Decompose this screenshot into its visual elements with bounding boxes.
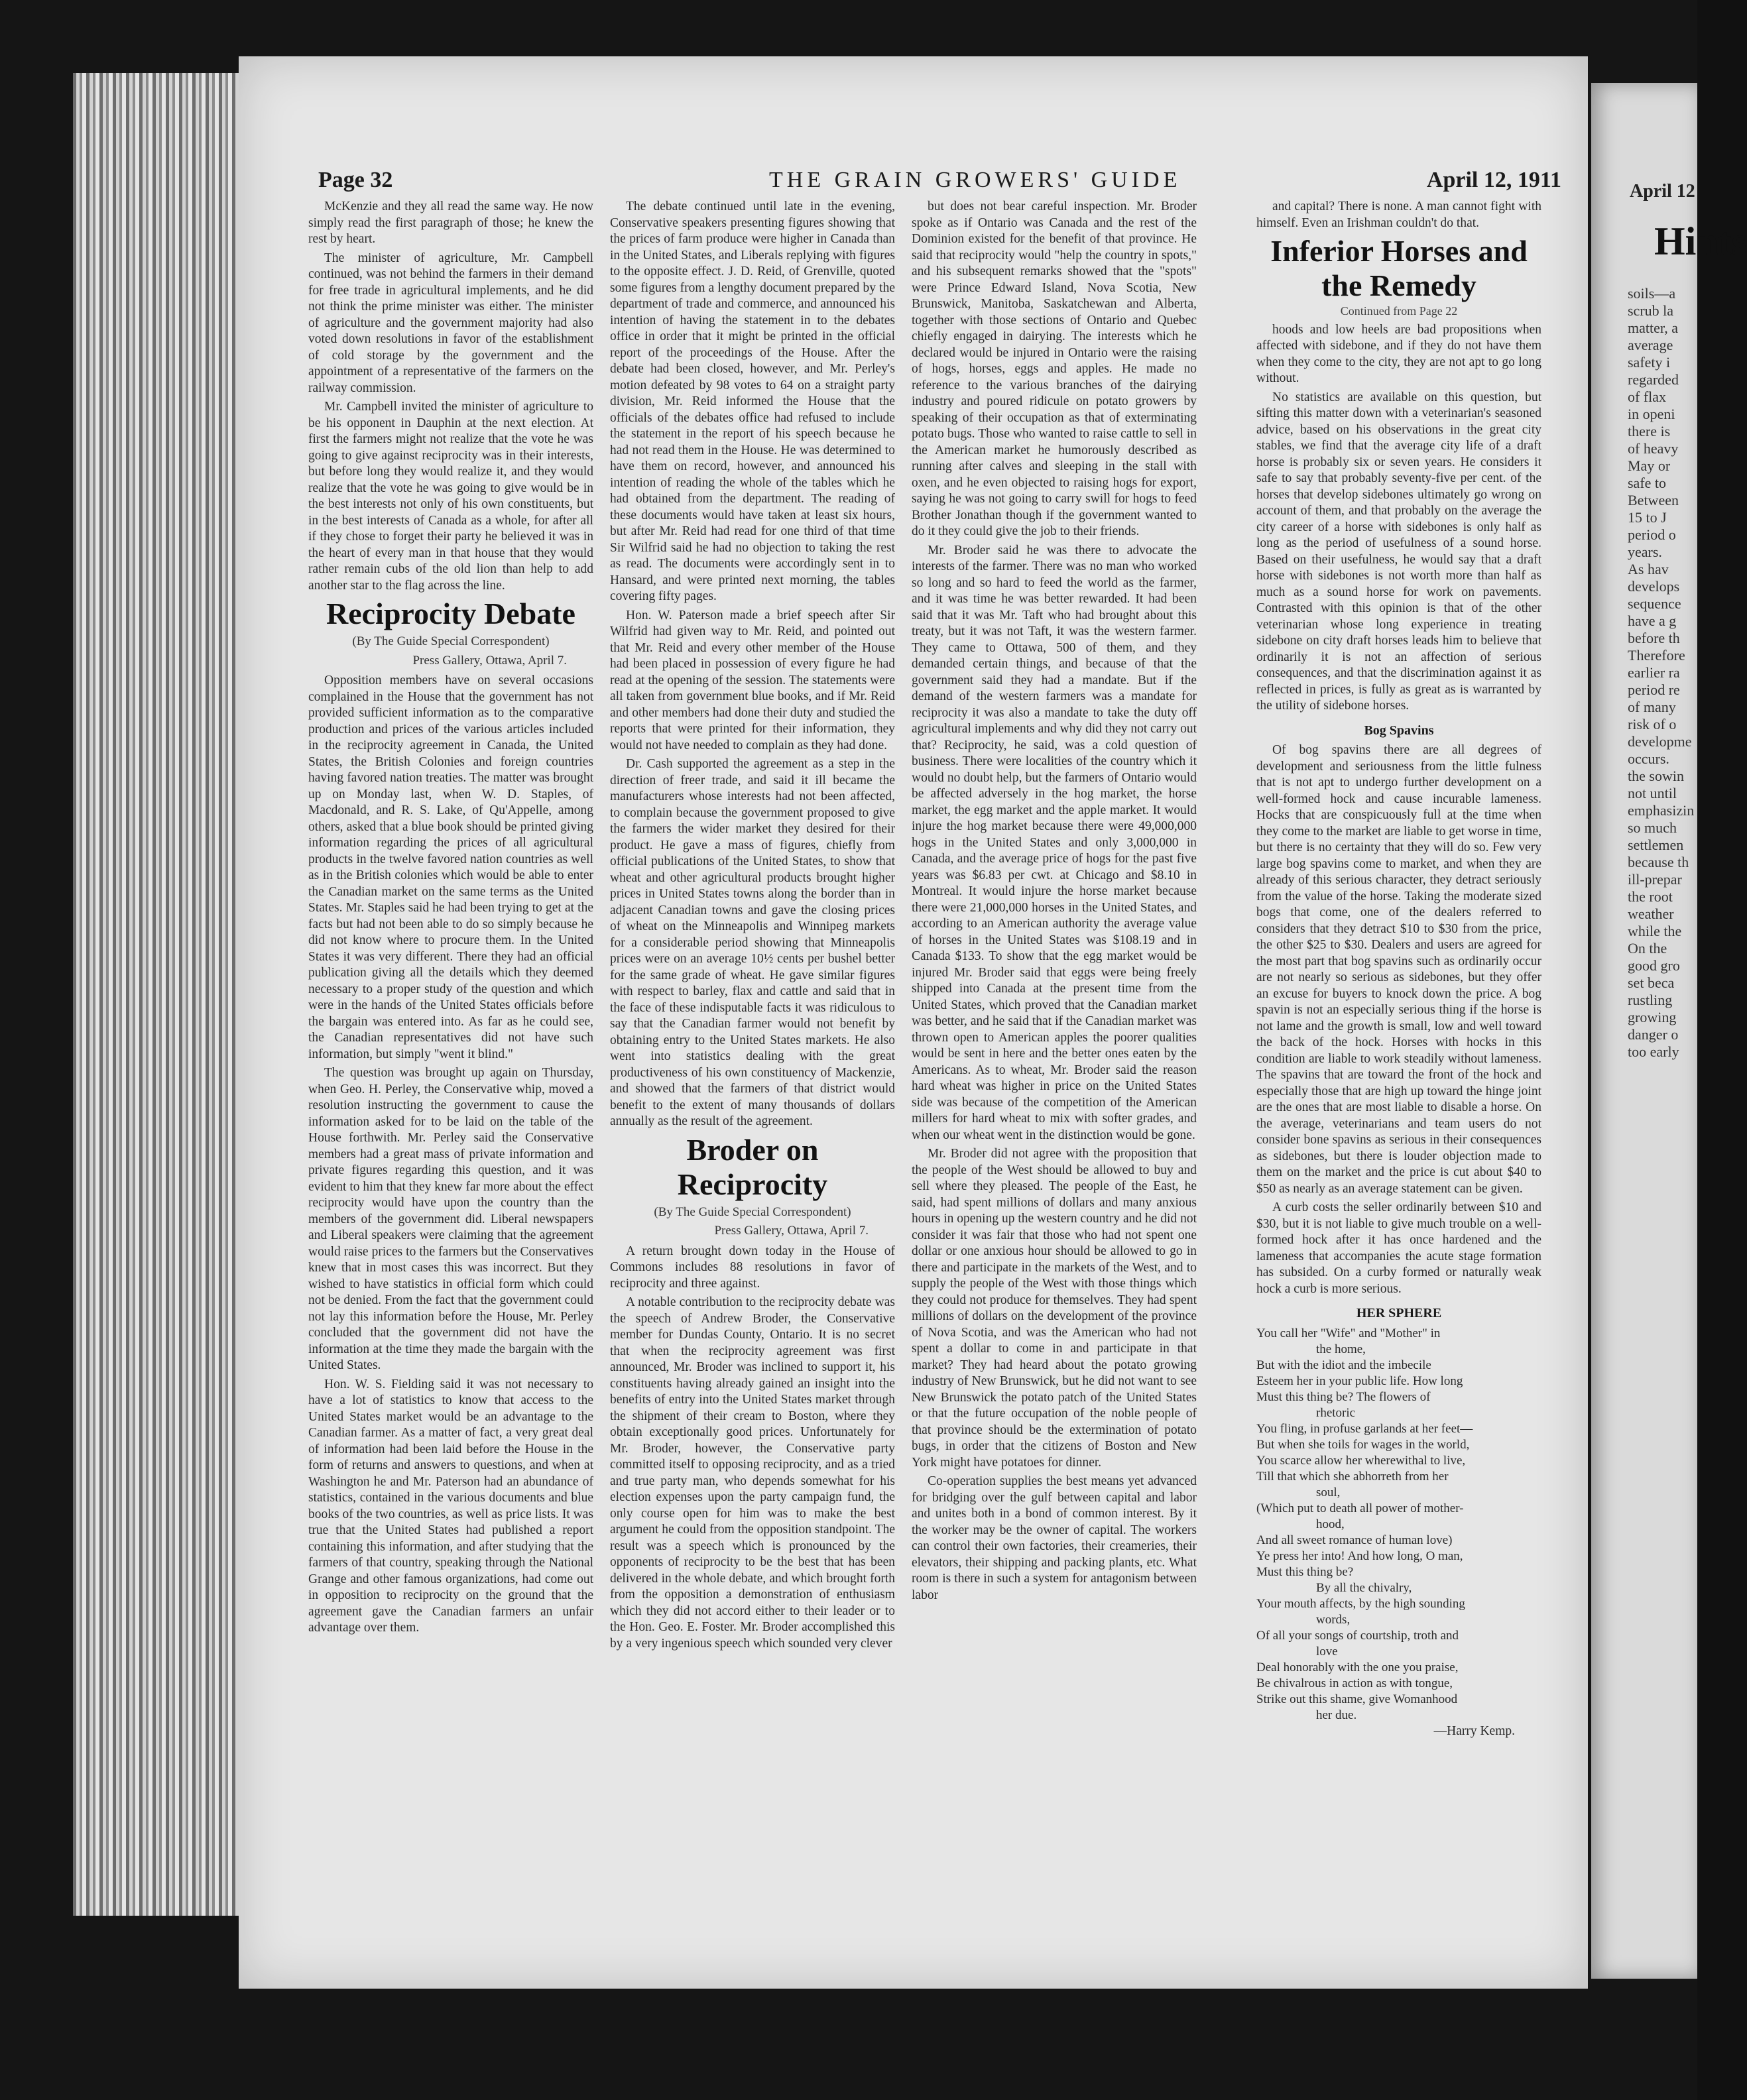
poem-line: Of all your songs of courtship, troth and [1256,1628,1459,1643]
paragraph: but does not bear careful inspection. Mr. Broder spoke as if Ontario was Canada and the rest of the Dominion existed for the benefit of that province. He said that reciprocity would "help the country in spots," and his subsequent remarks showed that the "spots" were Prince Edward Island, Nova Scotia, New Brunswick, Manitoba, Saskatchewan and Alberta, together with those sections of Ontario and Quebec chiefly engaged in dairying. The interests which he declared would be injured in Ontario were the raising of hogs, horses, eggs and apples. He made no reference to the various branches of the dairying industry and poured ridicule on potato growers by speaking of their occupation as that of exterminating potato bugs. Those who wanted to raise cattle to sell in the American market he humorously described as running after calves and sleeping in the stall with oxen, and he even objected to raising hogs for export, saying he was not going to carry swill for hogs to feed Brother Jonathan though if the government wanted to do it they could give the job to their friends. [912,200,1197,538]
poem-line: By all the chivalry, [1316,1580,1412,1595]
subheading: Bog Spavins [1364,723,1434,738]
next-page-line: ill-prepar [1628,871,1682,888]
next-page-line: good gro [1628,957,1680,974]
next-page-date: April 12 [1630,181,1695,202]
next-page-line: so much [1628,819,1677,836]
next-page-line: 15 to J [1628,509,1667,526]
article-dateline: Press Gallery, Ottawa, April 7. [714,1224,869,1238]
poem-line: You scarce allow her wherewithal to live, [1256,1453,1466,1468]
article-title: Reciprocity Debate [326,597,575,630]
paragraph: No statistics are available on this question, but sifting this matter down with a veterinarian's seasoned advice, based on his observations in the great city stables, we find that the average city life of a draft horse is probably six or seven years. He considers it safe to say that probably seventy-five per cent. of the horses that develop sidebones ultimately go wrong on account of them, and that probably on the average the city career of a horse with sidebones is only half as long as the period of usefulness of a sound horse. Based on their usefulness, he would say that a draft horse with sidebones is not worth more than half as much as a sound horse for work on pavements. Contrasted with this opinion is that of the other veterinarian whose long experience in treating sidebone on city draft horses leads him to believe that ordinarily it is not an affection of serious consequences, and that the discrimination against it as reflected in prices, is fully as great as is warranted by the utility of sidebone horses. [1256,390,1541,713]
paragraph: hoods and low heels are bad propositions when affected with sidebone, and if they do not have them when they come to the city, they are not apt to go long without. [1256,322,1541,385]
paragraph: McKenzie and they all read the same way. He now simply read the first paragraph of those; he knew the rest by heart. [308,200,593,246]
next-page-line: May or [1628,457,1671,474]
next-page-line: As hav [1628,561,1669,577]
paragraph: A notable contribution to the reciprocity debate was the speech of Andrew Broder, the Conservative member for Dundas County, Ontario. It is no secret that when the reciprocity agreement was first announced, Mr. Broder was inclined to support it, his constituents having already gained an insight into the benefits of entry into the United States market through the shipment of their cream to Boston, where they obtain exceptionally good prices. Unfortunately for Mr. Broder, however, the Conservative party committed itself to opposing reciprocity, and as a tried and true party man, who depends somewhat for his election expenses upon the party campaign fund, the only course open for him was to make the best argument he could from the opposition standpoint. The result was a speech which is pronounced by the opponents of reciprocity to be the best that has been delivered in the whole debate, and which brought forth from the opposition a demonstration of enthusiasm which they did not accord either to their leader or to the Hon. Geo. E. Foster. Mr. Broder accomplished this by a very ingenious speech which sounded very clever [610,1295,895,1651]
poem-title: HER SPHERE [1356,1306,1442,1320]
paragraph: Of bog spavins there are all degrees of development and seriousness from the little fulness that is not apt to undergo further development on a well-formed hock and cause incurable lameness. Hocks that are conspicuously full at the time when they come to the market are liable to get worse in time, but there is no certainty that they will do so. Few very large bog spavins come to market, and when they are already of this serious character, they detract seriously from the value of the horse. Taking the moderate sized bogs that come, one of the dealers referred to considers that they detract $10 to $30 from the price, the other $25 to $30. Dealers and users are agreed for the most part that bog spavins such as ordinarily occur are not nearly so serious as sidebones, but they offer an excuse for buyers to knock down the price. A bog spavin is not an especially serious thing if the horse is not lame and the growth is small, low and well toward the back of the hock. Horses with hocks in this condition are liable to work steadily without lameness. The spavins that are toward the front of the hock and especially those that are high up toward the hinge joint are the ones that are most liable to disable a horse. On the average, veterinarians and team users do not consider bone spavins as serious in their consequences as sidebones, but there is louder objection made to them on the market and the price is cut about $40 to $50 as nearly as an average statement can be given. [1256,743,1541,1196]
next-page-line: period re [1628,681,1680,698]
next-page-line: danger o [1628,1026,1679,1043]
next-page-line: develops [1628,578,1680,595]
next-page-line: safety i [1628,354,1671,371]
next-page-line: On the [1628,940,1667,957]
poem-line: (Which put to death all power of mother- [1256,1501,1464,1515]
poem-line: Esteem her in your public life. How long [1256,1373,1463,1388]
next-page-line: there is [1628,423,1671,439]
next-page-line: period o [1628,526,1676,543]
next-page-line: soils—a [1628,285,1676,302]
next-page-line: Between [1628,492,1679,508]
next-page-line: of many [1628,699,1676,715]
paragraph: The minister of agriculture, Mr. Campbell continued, was not behind the farmers in their demand for free trade in agricultural implements, and he did not think the prime minister was either. The minister of agriculture and the government majority had also voted down resolutions in favor of the establishment of cold storage by the government and the appointment of a representative of the farmers on the railway commission. [308,251,593,395]
article-title: Inferior Horses and the Remedy [1270,234,1528,302]
next-page-line: Therefore [1628,647,1685,664]
next-page-line: the sowin [1628,768,1684,784]
column-2 [610,199,895,1655]
next-page-line: not until [1628,785,1677,801]
article-byline: (By The Guide Special Correspondent) [352,634,550,648]
poem-line: Deal honorably with the one you praise, [1256,1660,1459,1674]
next-page-line: too early [1628,1043,1679,1060]
paragraph: Mr. Campbell invited the minister of agriculture to be his opponent in Dauphin at the next election. At first the farmers might not realize that the vote he was going to give against reciprocity was in their interests, but before long they would realize it, and they would realize that the vote he was going to give would be in the best interests not only of his own constituents, but in the best interests of Canada as a whole, for after all if they chose to forget their party he believed it was in the heart of every man in that house that they would rather remain cubs of the old lion than help to add another star to the flag across the line. [308,400,593,593]
issue-date: April 12, 1911 [1426,168,1561,192]
next-page-line: because th [1628,854,1689,870]
poem-line: Be chivalrous in action as with tongue, [1256,1676,1453,1690]
poem-line: Ye press her into! And how long, O man, [1256,1548,1463,1563]
next-page-text [1628,285,1694,1061]
poem-line: Strike out this shame, give Womanhood [1256,1692,1458,1706]
next-page-line: earlier ra [1628,664,1680,681]
paragraph: Dr. Cash supported the agreement as a step in the direction of freer trade, and said it ill became the manufacturers whose interests had not been affected, to complain because the government proposed to give the farmers the wider market they desired for their product. He gave a mass of figures, chiefly from official publications of the United States, to show that wheat and other agricultural products brought higher prices in United States towns along the border than in adjacent Canadian towns and gave the closing prices of wheat on the Minneapolis and Winnipeg markets for a considerable period showing that Minneapolis prices were on an average 10½ cents per bushel better for the same grade of wheat. He gave similar figures with respect to barley, flax and cattle and said that in the face of these indisputable facts it was ridiculous to say that the Canadian farmer would not benefit by obtaining entry to the United States markets. He also went into statistics dealing with the great productiveness of his own constituency of Mackenzie, and showed that the farmers of that district would benefit to the extent of many thousands of dollars annually as the result of the agreement. [610,757,895,1128]
next-page-line: while the [1628,923,1682,939]
paragraph: Mr. Broder said he was there to advocate the interests of the farmer. There was no man who worked so long and so hard to feed the world as the farmer, and it was time he was better rewarded. It had been said that it was Mr. Taft who had brought about this treaty, but it was not Taft, it was the western farmer. They came to Ottawa, 500 of them, and they demanded certain things, and because of that the government said they had a mandate. But if the demand of the western farmers was a mandate for reciprocity it was also a mandate to take the duty off agricultural implements and why did they not carry out that? Reciprocity, he said, was a cold question of business. There were localities of the country which it would no doubt help, but the farmers of Ontario would be affected adversely in the hog market, the horse market, the egg market and the apple market. It would injure the hog market because there were 49,000,000 hogs in the United States and only 3,000,000 in Canada, and the average price of hogs for the past five years was $6.83 per cwt. at Chicago and $8.10 in Montreal. It would injure the horse market because there were 21,000,000 horses in the United States, and according to an American authority the average value of horses in the United States was $108.19 and in Canada $133. To show that the egg market would be injured Mr. Broder said that eggs were being freely shipped into Canada at the present time from the United States, which proved that the Canadian market was better, and he said that if the Canadian market was thrown open to American apples the poorer qualities would be sent in here and the better ones eaten by the Americans. As to wheat, Mr. Broder said the reason hard wheat was higher in price on the United States side was because of the competition of the American millers for hard wheat to mix with softer grades, and when our wheat went in the distinction would be gone. [912,543,1197,1142]
next-page-line: sequence [1628,595,1681,612]
next-page-line: safe to [1628,475,1667,491]
next-page-line: scrub la [1628,302,1674,319]
next-page-line: weather [1628,905,1674,922]
column-1 [308,199,593,1639]
next-page-line: average [1628,337,1673,353]
next-page-line: growing [1628,1009,1677,1025]
next-page-line: of heavy [1628,440,1679,457]
next-page-edge [1591,83,1747,1979]
next-page-line: rustling [1628,992,1673,1008]
column-3 [912,199,1197,1606]
bound-page-edges [73,73,245,1916]
paragraph: The question was brought up again on Thursday, when Geo. H. Perley, the Conservative whip, moved a resolution instructing the government to cause the information asked for to be laid on the table of the House forthwith. Mr. Perley said the Conservative members had a great mass of private information and private figures regarding this question, and it was evident to him that they knew far more about the effect reciprocity would have upon the country than the members of the government did. Liberal newspapers and Liberal speakers were claiming that the agreement would raise prices to the farmers but the Conservatives knew that in most cases this was incorrect. But they wished to have statistics in official form which could not be denied. From the fact that the government could not lay this information before the House, Mr. Perley concluded that the government did not have the information at the time they made the bargain with the United States. [308,1066,593,1372]
paragraph: Hon. W. Paterson made a brief speech after Sir Wilfrid had given way to Mr. Reid, and pointed out that Mr. Reid and every other member of the House had been placed in possession of every figure he had read at the opening of the session. The statements were all taken from government blue books, and if Mr. Reid and other members had done their duty and studied the reports that were printed for their information, they would not have needed to complain as they had done. [610,608,895,752]
poem [1256,1326,1541,1723]
next-page-line: matter, a [1628,320,1679,336]
poem-line: But with the idiot and the imbecile [1256,1358,1431,1372]
page-number: Page 32 [318,168,393,192]
newspaper-title: THE GRAIN GROWERS' GUIDE [769,168,1181,192]
next-page-line: years. [1628,544,1662,560]
next-page-line: before th [1628,630,1680,646]
poem-line: You call her "Wife" and "Mother" in [1256,1326,1441,1340]
paragraph: and capital? There is none. A man cannot fight with himself. Even an Irishman couldn't do that. [1256,200,1541,230]
poem-line: the home, [1316,1342,1366,1356]
next-page-line: set beca [1628,974,1675,991]
next-page-line: have a g [1628,612,1677,629]
next-page-line: in openi [1628,406,1675,422]
continued-note: Continued from Page 22 [1340,304,1458,318]
masthead [318,168,1561,201]
next-page-line: of flax [1628,388,1667,405]
poem-line: hood, [1316,1517,1345,1531]
paragraph: A return brought down today in the House of Commons includes 88 resolutions in favor of reciprocity and three against. [610,1244,895,1291]
poem-line: love [1316,1644,1338,1659]
poem-author: —Harry Kemp. [1433,1723,1515,1738]
poem-line: rhetoric [1316,1405,1356,1420]
next-page-line: settlemen [1628,837,1684,853]
poem-line: her due. [1316,1708,1357,1722]
paragraph: A curb costs the seller ordinarily between $10 and $30, but it is not liable to give much trouble on a well-formed hock after it has once hardened and the lameness that accompanies the acute stage formation has subsided. On a curby formed or naturally weak hock a curb is more serious. [1256,1200,1541,1296]
next-page-title: Hints [1654,219,1747,263]
paragraph: Opposition members have on several occasions complained in the House that the government has not provided sufficient information as to the comparative production and prices of the various articles included in the reciprocity agreement in Canada, the United States, the British Colonies and foreign countries having favored nation treaties. The matter was brought up on Monday last, when W. D. Staples, of Macdonald, and R. S. Lake, of Qu'Appelle, among others, asked that a blue book should be printed giving information regarding the prices of all agricultural products in the twelve favored nation countries as well as in the British colonies which would be able to enter the Canadian market on the same terms as the United States. Mr. Staples said he had been trying to get at the facts but had not been able to do so simply because he did not know where to procure them. In the United States it was very different. There they had an official publication giving all the details which they deemed necessary to a proper study of the question and which were in the hands of the United States officials before the bargain was entered into. As far as he could see, the Canadian representatives did not have such information, but simply "went it blind." [308,673,593,1061]
paragraph: Hon. W. S. Fielding said it was not necessary to have a lot of statistics to know that access to the United States market would be an advantage to the Canadian farmer. As a matter of fact, a very great deal of information had been laid before the House in the form of returns and answers to questions, and when at Washington he and Mr. Paterson had an abundance of statistics, contained in the various documents and blue books of the two countries, as well as price lists. It was true that the United States had published a report containing this information, and after studying that the farmers of that country, speaking through the National Grange and other famous organizations, had come out in opposition to reciprocity on the ground that the agreement gave the Canadian farmers an unfair advantage over them. [308,1377,593,1635]
poem-line: Till that which she abhorreth from her [1256,1469,1449,1484]
article-byline: (By The Guide Special Correspondent) [654,1204,851,1219]
next-page-line: risk of o [1628,716,1677,732]
poem-line: Your mouth affects, by the high sounding [1256,1596,1465,1611]
paragraph: Mr. Broder did not agree with the proposition that the people of the West should be allowed to buy and sell where they pleased. The people of the East, he said, had spent millions of dollars and many anxious hours in opening up the western country and he did not consider it was fair that those who had not spent one dollar or one anxious hour should be allowed to go in there and participate in the markets of the West, and to supply the people of the West with those things which they could not produce for themselves. They had spent millions of dollars on the development of the province of Nova Scotia, and was the American who had not spent a dollar to come in and participate in that market? They had heard about the potato growing industry of New Brunswick, but he did not want to see New Brunswick the potato patch of the United States or that the future occupation of the noble people of that province should be the extermination of potato bugs, in order that the citizens of Boston and New York might have potatoes for dinner. [912,1147,1197,1470]
paragraph: The debate continued until late in the evening, Conservative speakers presenting figures showing that the prices of farm produce were higher in Canada than in the United States, and Liberals replying with figures to the opposite effect. J. D. Reid, of Grenville, quoted some figures from a lengthy document prepared by the department of trade and commerce, and announced his intention of having the statement in to the debates office in order that it might be printed in the official report of the proceedings of the House. After the debate had been closed, however, and Mr. Perley's motion defeated by 98 votes to 64 on a straight party division, Mr. Reid informed the House that the officials of the debates office had refused to include the statement in the report of his speech because he had not read them in the House. He was determined to have them on record, however, and announced his intention of reading the whole of the tables which he had obtained from the department. The reading of these documents would have taken at least six hours, but after Mr. Reid had read for one third of that time Sir Wilfrid said he had no objection to taking the rest as read. The documents were accordingly sent in to Hansard, and were printed next morning, the tables covering fifty pages. [610,200,895,603]
article-dateline: Press Gallery, Ottawa, April 7. [412,653,567,668]
poem-line: And all sweet romance of human love) [1256,1533,1453,1547]
next-page-line: the root [1628,888,1673,905]
poem-line: Must this thing be? [1256,1564,1354,1579]
article-title: Broder on Reciprocity [677,1132,828,1201]
paragraph: Co-operation supplies the best means yet advanced for bridging over the gulf between capital and labor and unites both in a bond of common interest. By it the worker may be the owner of capital. The workers can control their own factories, their creameries, their elevators, their shipping and packing plants, etc. What room is there in such a system for antagonism between labor [912,1474,1197,1602]
next-page-line: emphasizin [1628,802,1695,819]
poem-line: But when she toils for wages in the world, [1256,1437,1470,1452]
next-page-line: regarded [1628,371,1679,388]
poem-line: words, [1316,1612,1351,1627]
poem-line: soul, [1316,1485,1341,1499]
poem-line: Must this thing be? The flowers of [1256,1389,1431,1404]
column-4 [1256,199,1541,1742]
next-page-line: developme [1628,733,1692,750]
poem-line: You fling, in profuse garlands at her feet— [1256,1421,1473,1436]
next-page-line: occurs. [1628,750,1669,767]
